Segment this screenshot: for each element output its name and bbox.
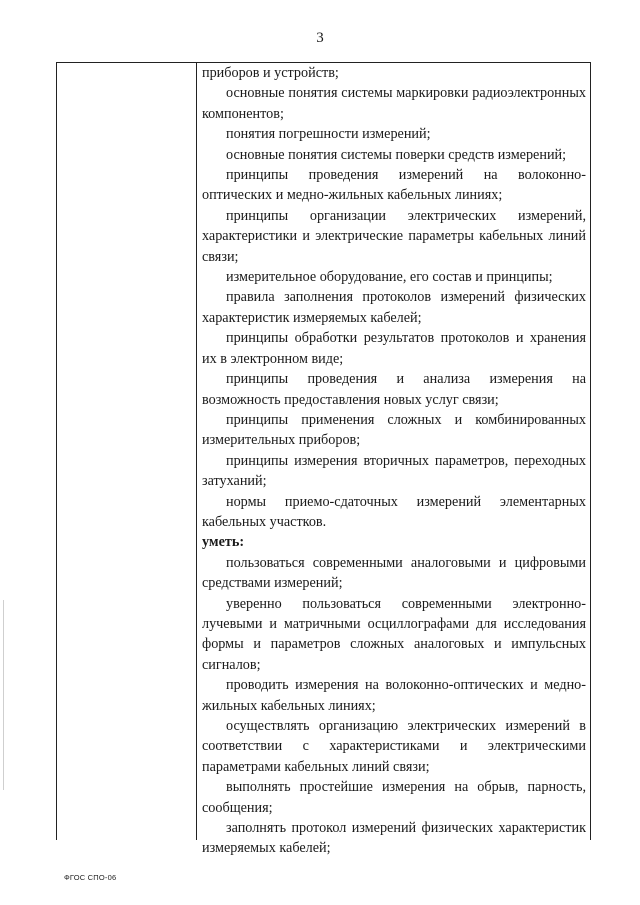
scan-edge-mark: [3, 600, 4, 790]
know-item: нормы приемо-сдаточных измерений элементарных кабельных участков.: [202, 493, 586, 530]
skill-item: проводить измерения на волоконно-оптических и медно-жильных кабельных линиях;: [202, 677, 586, 714]
know-item: измерительное оборудование, его состав и принципы;: [226, 269, 553, 286]
table-left-column: [57, 63, 197, 840]
skill-item: осуществлять организацию электрических измерений в соответствии с характеристиками и электрическими параметрами кабельных линий связи;: [202, 718, 586, 775]
skill-item: заполнять протокол измерений физических характеристик измеряемых кабелей;: [202, 820, 586, 857]
know-item: принципы проведения и анализа измерения на возможность предоставления новых услуг связи;: [202, 371, 586, 408]
skill-item: уверенно пользоваться современными электронно-лучевыми и матричными осциллографами для исследования формы и параметров сложных аналоговых и импульсных сигналов;: [202, 595, 586, 673]
requirements-table: [56, 62, 591, 857]
know-item: принципы измерения вторичных параметров, переходных затуханий;: [202, 452, 586, 490]
know-item: принципы обработки результатов протоколов и хранения их в электронном виде;: [202, 330, 586, 367]
skill-item: пользоваться современными аналоговыми и цифровыми средствами измерений;: [202, 554, 586, 592]
know-item: основные понятия системы маркировки радиоэлектронных компонентов;: [202, 85, 586, 122]
table-right-column: [197, 63, 590, 859]
know-item: принципы организации электрических измерений, характеристики и электрические параметры кабельных линий связи;: [202, 207, 586, 265]
know-item-continuation: приборов и устройств;: [202, 65, 339, 81]
skills-heading: уметь:: [202, 534, 245, 551]
page-number: 3: [316, 30, 324, 46]
know-item: основные понятия системы поверки средств измерений;: [226, 146, 567, 163]
know-item: правила заполнения протоколов измерений физических характеристик измеряемых кабелей;: [202, 289, 586, 326]
skill-item: выполнять простейшие измерения на обрыв, парность, сообщения;: [202, 779, 586, 816]
know-item: принципы применения сложных и комбинированных измерительных приборов;: [202, 411, 586, 449]
know-item: принципы проведения измерений на волоконно-оптических и медно-жильных кабельных линиях;: [202, 167, 586, 204]
footer-document-code: ФГОС СПО-06: [64, 873, 117, 882]
know-item: понятия погрешности измерений;: [226, 126, 431, 143]
